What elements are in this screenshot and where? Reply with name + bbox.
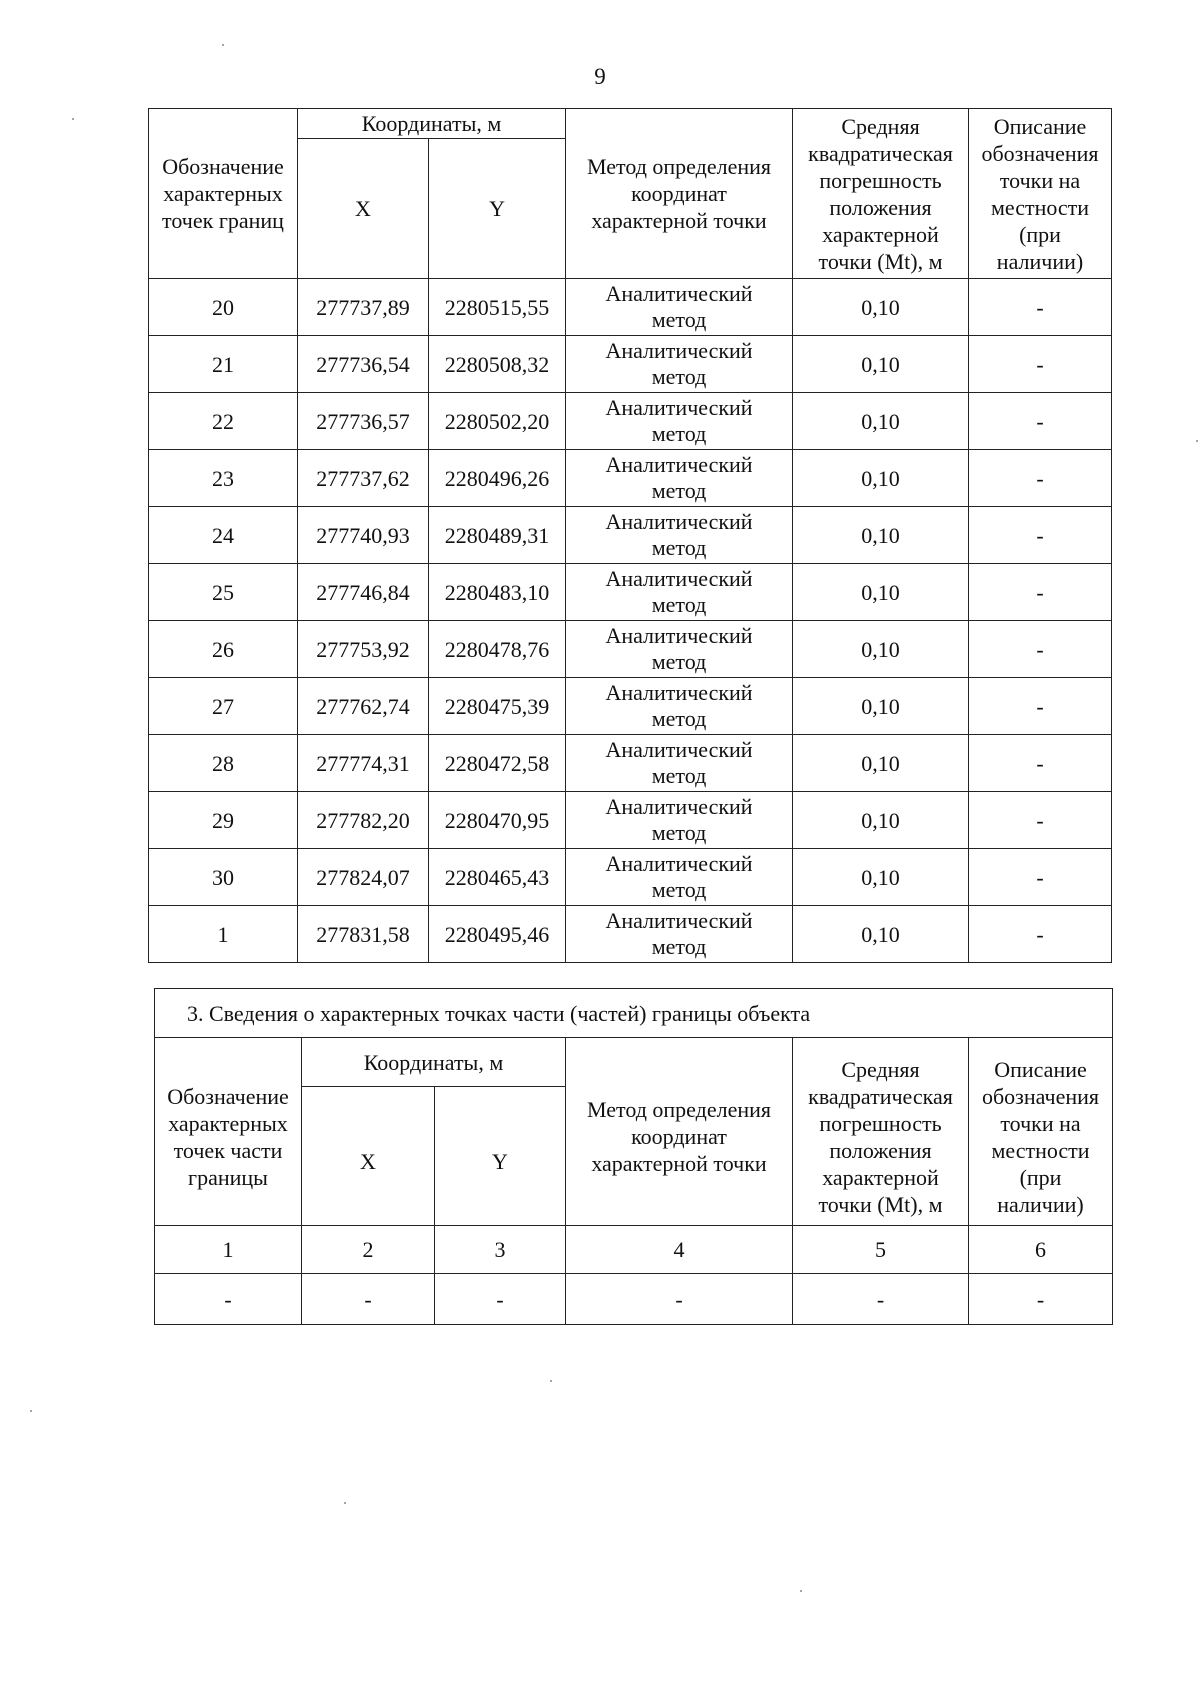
cell-x: 277736,57	[298, 393, 429, 450]
cell-error: 0,10	[793, 735, 969, 792]
empty-data-row	[155, 1274, 1113, 1325]
cell-description: -	[969, 678, 1112, 735]
method-line: метод	[651, 592, 707, 617]
method-line: Аналитический	[605, 395, 753, 420]
cell-method	[566, 678, 793, 735]
header-coords: Координаты, м	[302, 1038, 566, 1087]
section-title-row	[155, 989, 1113, 1038]
cell-x: 277746,84	[298, 564, 429, 621]
column-number: 6	[969, 1226, 1113, 1274]
method-line: метод	[651, 364, 707, 389]
cell-point: -	[155, 1274, 302, 1325]
cell-error: 0,10	[793, 621, 969, 678]
cell-error: 0,10	[793, 393, 969, 450]
cell-method	[566, 906, 793, 963]
cell-point: 25	[149, 564, 298, 621]
table-row	[149, 564, 1112, 621]
cell-error: 0,10	[793, 564, 969, 621]
cell-method	[566, 849, 793, 906]
header-coords: Координаты, м	[298, 109, 566, 139]
cell-point: 1	[149, 906, 298, 963]
header-y: Y	[429, 139, 566, 279]
cell-x: 277762,74	[298, 678, 429, 735]
cell-x: 277737,62	[298, 450, 429, 507]
cell-method	[566, 507, 793, 564]
method-line: Аналитический	[605, 680, 753, 705]
header-point: Обозначение характерных точек границ	[149, 109, 298, 279]
cell-error: 0,10	[793, 279, 969, 336]
header-x: X	[302, 1087, 435, 1226]
method-line: Аналитический	[605, 851, 753, 876]
cell-y: 2280495,46	[429, 906, 566, 963]
method-line: Аналитический	[605, 281, 753, 306]
cell-point: 21	[149, 336, 298, 393]
cell-y: 2280489,31	[429, 507, 566, 564]
cell-method	[566, 564, 793, 621]
header-point: Обозначение характерных точек части границы	[155, 1038, 302, 1226]
cell-method: -	[566, 1274, 793, 1325]
cell-x: 277824,07	[298, 849, 429, 906]
method-line: Аналитический	[605, 737, 753, 762]
cell-description: -	[969, 735, 1112, 792]
column-number: 2	[302, 1226, 435, 1274]
table-row	[149, 906, 1112, 963]
column-number: 5	[793, 1226, 969, 1274]
table-row	[149, 792, 1112, 849]
cell-method	[566, 450, 793, 507]
method-line: метод	[651, 820, 707, 845]
cell-point: 23	[149, 450, 298, 507]
method-line: Аналитический	[605, 566, 753, 591]
header-description: Описание обозначения точки на местности (при наличии)	[969, 1038, 1113, 1226]
cell-point: 29	[149, 792, 298, 849]
method-line: метод	[651, 478, 707, 503]
cell-x: 277782,20	[298, 792, 429, 849]
cell-description: -	[969, 1274, 1113, 1325]
header-method: Метод определения координат характерной точки	[566, 109, 793, 279]
method-line: Аналитический	[605, 338, 753, 363]
table-row	[149, 279, 1112, 336]
page-number: 9	[594, 64, 606, 89]
cell-x: -	[302, 1274, 435, 1325]
cell-description: -	[969, 564, 1112, 621]
header-y: Y	[435, 1087, 566, 1226]
cell-error: 0,10	[793, 507, 969, 564]
header-error: Средняя квадратическая погрешность положения характерной точки (Mt), м	[793, 1038, 969, 1226]
cell-point: 24	[149, 507, 298, 564]
cell-description: -	[969, 507, 1112, 564]
cell-y: 2280515,55	[429, 279, 566, 336]
table-row	[149, 735, 1112, 792]
cell-description: -	[969, 279, 1112, 336]
method-line: Аналитический	[605, 794, 753, 819]
method-line: Аналитический	[605, 908, 753, 933]
method-line: метод	[651, 535, 707, 560]
header-error: Средняя квадратическая погрешность положения характерной точки (Mt), м	[793, 109, 969, 279]
cell-description: -	[969, 906, 1112, 963]
cell-y: 2280472,58	[429, 735, 566, 792]
cell-x: 277753,92	[298, 621, 429, 678]
cell-error: -	[793, 1274, 969, 1325]
cell-description: -	[969, 393, 1112, 450]
column-number: 3	[435, 1226, 566, 1274]
header-description: Описание обозначения точки на местности (при наличии)	[969, 109, 1112, 279]
cell-description: -	[969, 849, 1112, 906]
cell-description: -	[969, 621, 1112, 678]
method-line: Аналитический	[605, 509, 753, 534]
cell-method	[566, 735, 793, 792]
method-line: метод	[651, 421, 707, 446]
table-row	[149, 393, 1112, 450]
cell-y: -	[435, 1274, 566, 1325]
cell-error: 0,10	[793, 336, 969, 393]
cell-point: 30	[149, 849, 298, 906]
method-line: метод	[651, 934, 707, 959]
cell-y: 2280508,32	[429, 336, 566, 393]
cell-x: 277737,89	[298, 279, 429, 336]
cell-method	[566, 336, 793, 393]
method-line: метод	[651, 706, 707, 731]
cell-y: 2280496,26	[429, 450, 566, 507]
cell-method	[566, 393, 793, 450]
cell-point: 22	[149, 393, 298, 450]
method-line: метод	[651, 763, 707, 788]
boundary-points-table	[148, 108, 1112, 963]
column-numbers-row	[155, 1226, 1113, 1274]
cell-y: 2280478,76	[429, 621, 566, 678]
cell-y: 2280470,95	[429, 792, 566, 849]
table-row	[149, 678, 1112, 735]
cell-method	[566, 621, 793, 678]
cell-point: 27	[149, 678, 298, 735]
method-line: метод	[651, 307, 707, 332]
method-line: Аналитический	[605, 623, 753, 648]
header-method: Метод определения координат характерной точки	[566, 1038, 793, 1226]
cell-y: 2280502,20	[429, 393, 566, 450]
cell-error: 0,10	[793, 906, 969, 963]
cell-method	[566, 279, 793, 336]
cell-point: 26	[149, 621, 298, 678]
cell-description: -	[969, 336, 1112, 393]
method-line: Аналитический	[605, 452, 753, 477]
part-boundary-points-table	[154, 988, 1113, 1325]
column-number: 1	[155, 1226, 302, 1274]
section-title: 3. Сведения о характерных точках части (частей) границы объекта	[155, 989, 1113, 1038]
column-number: 4	[566, 1226, 793, 1274]
method-line: метод	[651, 649, 707, 674]
cell-error: 0,10	[793, 849, 969, 906]
cell-method	[566, 792, 793, 849]
table-header-row	[155, 1038, 1113, 1087]
cell-y: 2280483,10	[429, 564, 566, 621]
cell-y: 2280475,39	[429, 678, 566, 735]
cell-description: -	[969, 450, 1112, 507]
cell-error: 0,10	[793, 678, 969, 735]
table-row	[149, 450, 1112, 507]
cell-y: 2280465,43	[429, 849, 566, 906]
cell-description: -	[969, 792, 1112, 849]
cell-x: 277740,93	[298, 507, 429, 564]
cell-error: 0,10	[793, 450, 969, 507]
method-line: метод	[651, 877, 707, 902]
table-row	[149, 336, 1112, 393]
cell-point: 28	[149, 735, 298, 792]
cell-x: 277736,54	[298, 336, 429, 393]
cell-x: 277774,31	[298, 735, 429, 792]
cell-x: 277831,58	[298, 906, 429, 963]
table-row	[149, 849, 1112, 906]
table-row	[149, 621, 1112, 678]
table-header-row	[149, 109, 1112, 139]
table-row	[149, 507, 1112, 564]
cell-error: 0,10	[793, 792, 969, 849]
header-x: X	[298, 139, 429, 279]
cell-point: 20	[149, 279, 298, 336]
